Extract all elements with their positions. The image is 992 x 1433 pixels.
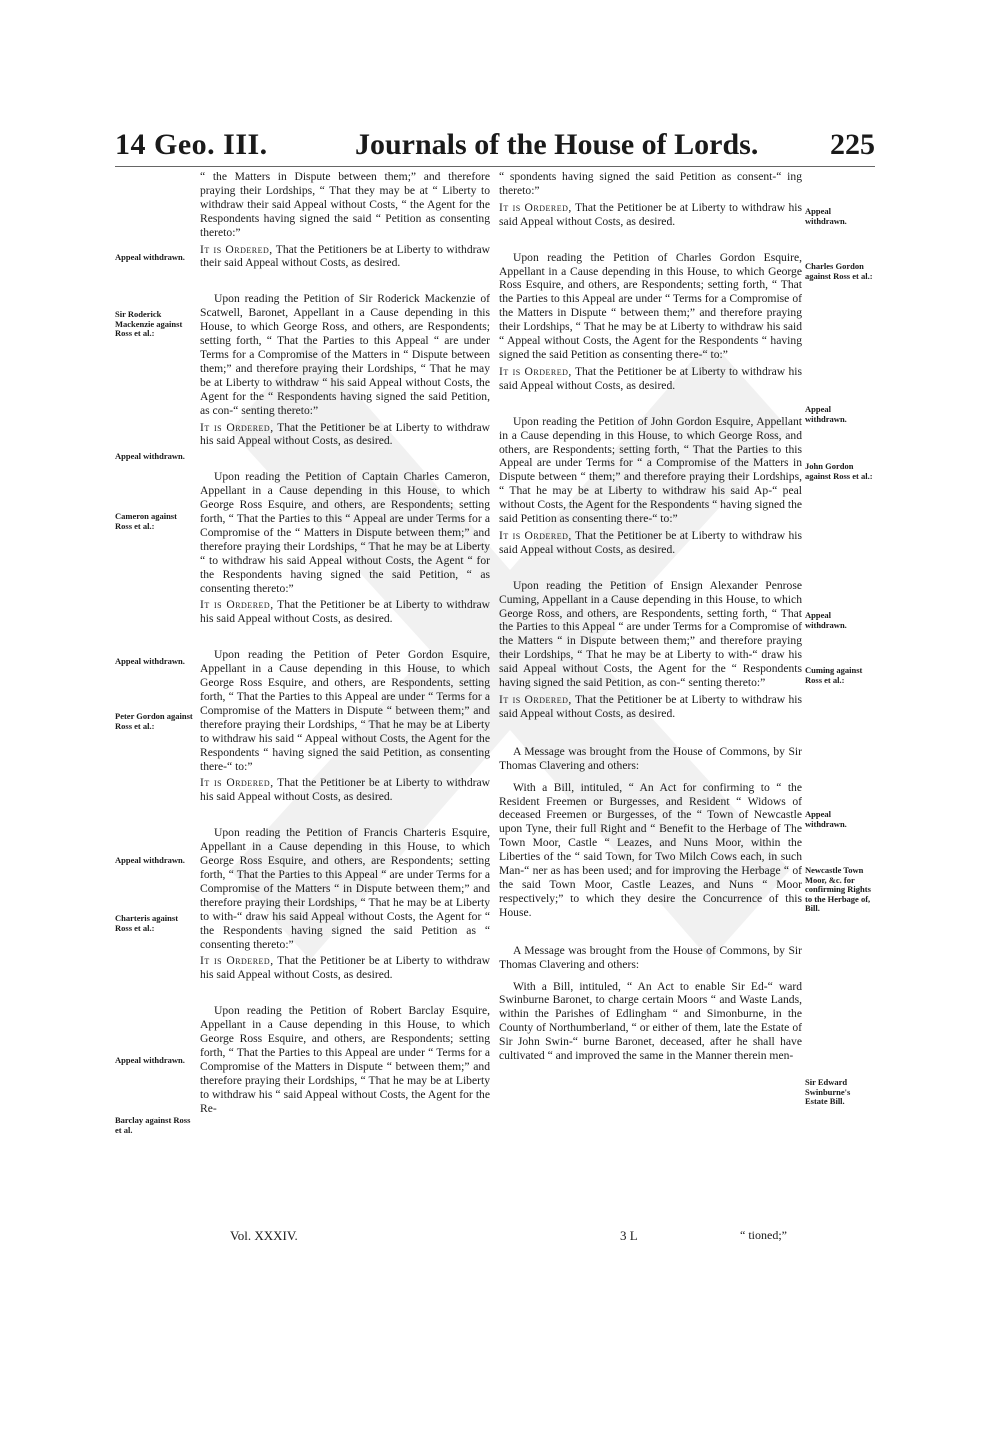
petition-paragraph: Upon reading the Petition of Captain Charles Cameron, Appellant in a Cause depending in this House, to which George Ross Esquire, and others, are Respondents; setting forth, “ That the Parties to this “ Appeal are under Terms for a Compromise of the “ Matters in Dispute between them;” and therefore praying their Lordships, “ That he may be at Liberty “ to withdraw his said Appeal without Costs, the Agent “ for the Respondents having signed the said Petition, “ as consenting thereto:” (200, 470, 490, 595)
margin-note: Charteris against Ross et al.: (115, 913, 179, 933)
margin-note: Sir Edward Swinburne's Estate Bill. (805, 1077, 851, 1106)
margin-note: Appeal withdrawn. (805, 404, 847, 424)
petition-paragraph: Upon reading the Petition of John Gordon Esquire, Appellant in a Cause depending in this House, to which George Ross, and others, are Respondents; setting forth, “ That the Parties to this Appeal are under Terms for “ a Compromise of the Matters in Dispute between “ them;” and therefore praying their Lordships, “ That he may be at Liberty to withdraw his said Ap-“ peal without Costs, the Agent for the Respondents “ having signed the said Petition as consenting there-“ to:” (499, 414, 803, 526)
order-lead: It is Ordered, (499, 200, 572, 214)
order-paragraph (499, 693, 802, 721)
order-text: That the Petitioner be at Liberty to withdraw his said Appeal without Costs, as desired. (499, 200, 802, 228)
order-lead: It is Ordered, (200, 420, 274, 434)
margin-note: Appeal withdrawn. (115, 252, 185, 262)
order-text: That the Petitioner be at Liberty to withdraw his said Appeal without Costs, as desired. (499, 528, 802, 556)
petition-paragraph: Upon reading the Petition of Sir Roderick Mackenzie of Scatwell, Baronet, Appellant in a Cause depending in this House, to which George Ross, and others, are Respondents; setting forth, “ That the Parties to this Appeal “ are under Terms for a Compromise of the Matters in “ Dispute between them;” and therefore praying their Lordships, “ That he may be at Liberty to withdraw “ his said Appeal without Costs, the Agent for the “ Respondents having signed the said Petition, as con-“ senting thereto:” (200, 292, 490, 417)
margin-note: Appeal withdrawn. (805, 206, 847, 226)
continued-paragraph: “ spondents having signed the said Petition as consent-“ ing thereto:” (499, 170, 802, 197)
margin-note: Appeal withdrawn. (115, 451, 185, 461)
page-number: 225 (830, 128, 875, 161)
order-text: That the Petitioner be at Liberty to withdraw his said Appeal without Costs, as desired. (200, 420, 490, 448)
volume-number: Vol. XXXIV. (230, 1228, 298, 1243)
continued-paragraph: “ the Matters in Dispute between them;” and therefore praying their Lordships, “ That they may be at “ Liberty to withdraw their said Appeal without Costs, “ the Agent for the Respondents having signed the said “ Petition as consenting thereto:” (200, 170, 490, 239)
order-lead: It is Ordered, (200, 598, 274, 612)
signature-mark: 3 L (620, 1228, 638, 1243)
order-text: That the Petitioners be at Liberty to withdraw their said Appeal without Costs, as desired. (200, 242, 490, 270)
margin-note: Sir Roderick Mackenzie against Ross et al.: (115, 309, 183, 338)
margin-note: Barclay against Ross et al. (115, 1115, 191, 1135)
regnal-year: 14 Geo. III. (115, 128, 268, 161)
order-paragraph (200, 598, 490, 626)
order-paragraph (200, 243, 490, 271)
order-paragraph (200, 421, 490, 449)
margin-note: Cameron against Ross et al.: (115, 511, 177, 531)
petition-paragraph: Upon reading the Petition of Francis Charteris Esquire, Appellant in a Cause depending in this House, to which George Ross Esquire, and others, are Respondents; setting forth, “ That the Parties to this Appeal “ are under Terms for a Compromise of the Matters “ in Dispute between them;” and therefore praying their Lordships, “ That he may be at Liberty to with-“ draw his said Appeal without Costs, the Agent for “ the Respondents having signed the said Petition as “ consenting thereto:” (200, 826, 490, 951)
bill-paragraph: With a Bill, intituled, “ An Act for confirming to “ the Resident Freemen or Burgesses, and Resident “ Widows of deceased Freemen or Burgesses, of the “ Town of Newcastle upon Tyne, their full Right and “ Benefit to the Herbage of The Town Moor, Castle “ Leazes, and Nuns Moor, within the Liberties of the “ said Town, for Two Milch Cows each, in such Man-“ ner as has been used; and for improving the Herbage “ of the said Town Moor, Castle Leazes, and Nuns “ Moor respectively;” to which they desire the Concurrence of this House. (499, 780, 802, 919)
order-text: That the Petitioner be at Liberty to withdraw his said Appeal without Costs, as desired. (200, 598, 490, 626)
catchword: “ tioned;” (740, 1228, 787, 1242)
order-text: That the Petitioner be at Liberty to withdraw his said Appeal without Costs, as desired. (200, 954, 490, 982)
order-paragraph (200, 954, 490, 982)
margin-note: Appeal withdrawn. (115, 1055, 185, 1065)
margin-note: Peter Gordon against Ross et al.: (115, 711, 193, 731)
petition-paragraph: Upon reading the Petition of Robert Barclay Esquire, Appellant in a Cause depending in this House, to which George Ross Esquire, and others, are Respondents; setting forth, “ That the Parties to this Appeal are under “ Terms for a Compromise of the Matters in Dispute “ between them;” and therefore praying their Lordships, “ That he may be at Liberty to withdraw his “ said Appeal without Costs, the Agent for the Re- (200, 1004, 490, 1115)
bill-paragraph: With a Bill, intituled, “ An Act to enable Sir Ed-“ ward Swinburne Baronet, to charge certain Moors “ and Waste Lands, within the Parishes of Edlingham “ and Simonburne, in the County of Northumberland, “ or either of them, late the Estate of Sir John Swin-“ burne Baronet, deceased, after he shall have cultivated “ and improved the same in the Manner therein men- (499, 979, 802, 1063)
margin-note: Newcastle Town Moor, &c. for confirming Rights to the Herbage of, Bill. (805, 865, 871, 913)
order-paragraph (200, 776, 490, 804)
running-title: Journals of the House of Lords. (355, 128, 759, 161)
order-text: That the Petitioner be at Liberty to withdraw his said Appeal without Costs, as desired. (499, 693, 802, 720)
order-paragraph (499, 365, 802, 393)
order-text: That the Petitioner be at Liberty to withdraw his said Appeal without Costs, as desired. (499, 364, 802, 392)
page-header (115, 128, 875, 168)
message-paragraph: A Message was brought from the House of Commons, by Sir Thomas Clavering and others: (499, 744, 802, 772)
order-lead: It is Ordered, (499, 364, 572, 378)
petition-paragraph: Upon reading the Petition of Ensign Alexander Penrose Cuming, Appellant in a Cause depending in this House, to which George Ross, and others, are Respondents, setting forth, “ That the Parties to this Appeal “ are under Terms for a Compromise of the Matters “ in Dispute between them;” and therefore praying their Lordships, “ That he may be at Liberty to with-“ draw his said Appeal without Costs, the Agent for the “ Respondents having signed the said Petition, as con-“ senting thereto:” (499, 578, 802, 690)
right-column (499, 170, 802, 1063)
order-lead: It is Ordered, (200, 776, 274, 790)
petition-paragraph: Upon reading the Petition of Charles Gordon Esquire, Appellant in a Cause depending in this House, to which George Ross Esquire, and others, are Respondents; setting forth, “ That the Parties to this Appeal are under “ Terms for a Compromise of the Matters in Dispute “ between them;” and therefore praying their Lordships, “ That he may be at Liberty to withdraw his said “ Appeal without Costs, the Agent for the Respondents “ having signed the said Petition as consenting there-“ to:” (499, 250, 802, 361)
order-paragraph (499, 201, 802, 229)
order-paragraph (499, 529, 802, 557)
margin-note: Appeal withdrawn. (805, 809, 847, 829)
message-paragraph: A Message was brought from the House of Commons, by Sir Thomas Clavering and others: (499, 943, 802, 971)
petition-paragraph: Upon reading the Petition of Peter Gordon Esquire, Appellant in a Cause depending in this House, to which George Ross Esquire, and others, are Respondents, setting forth, “ That the Parties to this Appeal are under “ Terms for a Compromise of the Matters in Dispute “ between them;” and therefore praying their Lordships, “ That he may be at Liberty to withdraw his said “ Appeal without Costs, the Agent for the Respondents “ having signed the said Petition, as consenting there-“ to:” (200, 648, 490, 773)
margin-note: Cuming against Ross et al.: (805, 665, 863, 685)
order-lead: It is Ordered, (499, 693, 572, 706)
margin-note: Appeal withdrawn. (805, 610, 847, 630)
header-rule (115, 166, 875, 167)
order-lead: It is Ordered, (200, 242, 273, 256)
left-column (200, 170, 490, 1115)
order-lead: It is Ordered, (200, 954, 274, 968)
margin-note: John Gordon against Ross et al.: (805, 461, 873, 481)
order-lead: It is Ordered, (499, 528, 572, 542)
order-text: That the Petitioner be at Liberty to withdraw his said Appeal without Costs, as desired. (200, 776, 490, 804)
margin-note: Appeal withdrawn. (115, 656, 185, 666)
margin-note: Charles Gordon against Ross et al.: (805, 261, 873, 281)
margin-note: Appeal withdrawn. (115, 855, 185, 865)
